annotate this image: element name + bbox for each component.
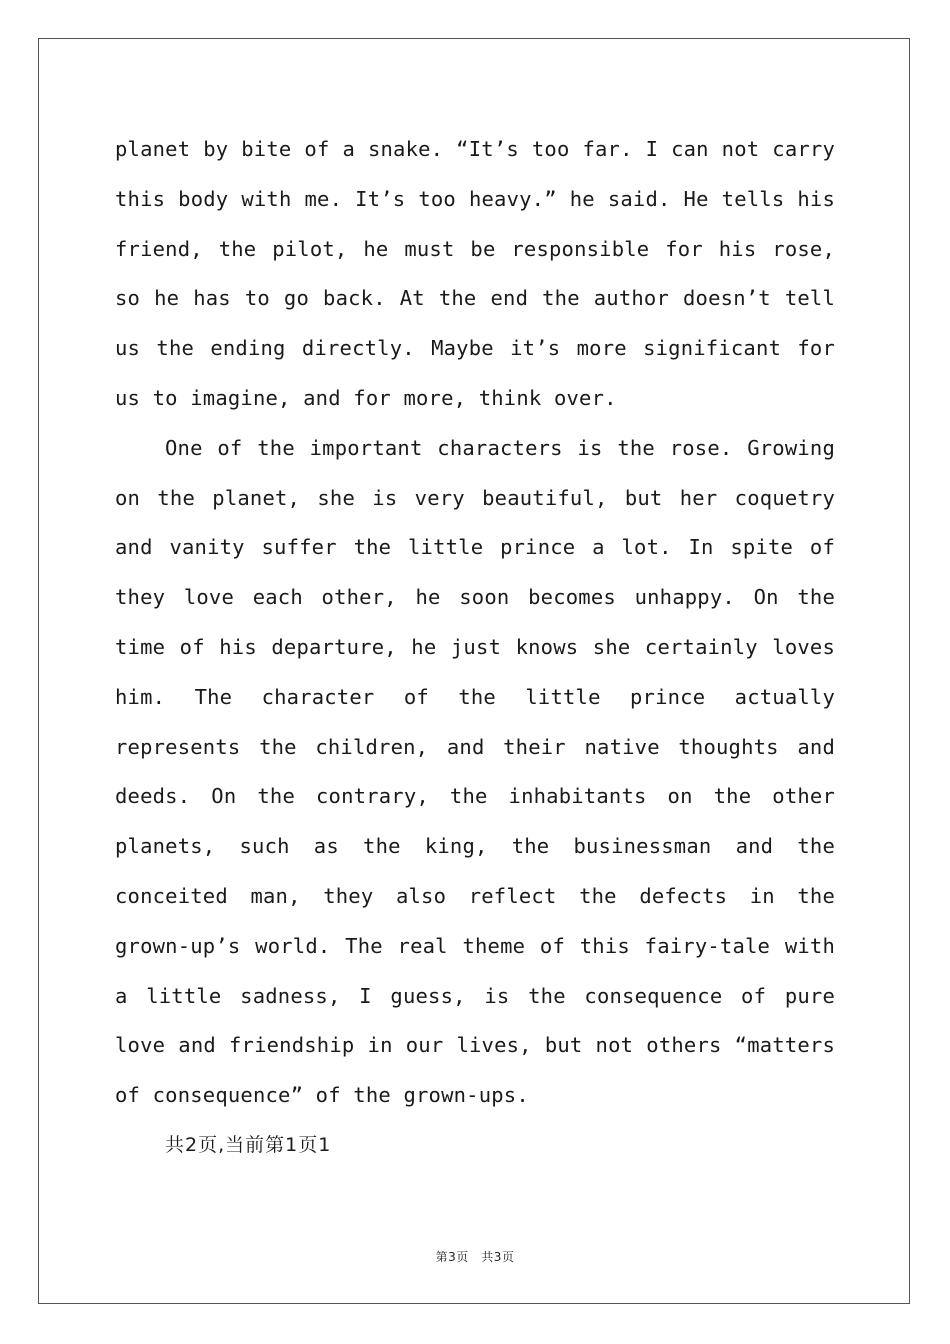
page-count-note: 共2页,当前第1页1 [165, 1133, 332, 1156]
paragraph-2: One of the important characters is the rose. Growing on the planet, she is very beautiful, but her coquetry and vanity suffer the little prince a lot. In spite of they love each other, he soon becomes unhappy. On the time of his departure, he just knows she certainly loves him. The character of the little prince actually represents the children, and their native thoughts and deeds. On the contrary, the inhabitants on the other planets, such as the king, the businessman and the conceited man, they also reflect the defects in the grown-up’s world. The real theme of this fairy-tale with a little sadness, I guess, is the consequence of pure love and friendship in our lives, but not others “matters of consequence” of the grown-ups. [115, 435, 835, 1108]
paragraph-1: planet by bite of a snake. “It’s too far. I can not carry this body with me. It’s too heavy.” he said. He tells his friend, the pilot, he must be responsible for his rose, so he has to go back. At the end the author doesn’t tell us the ending directly. Maybe it’s more significant for us to imagine, and for more, think over. [115, 137, 835, 410]
document-body [115, 125, 835, 1171]
page-footer: 第3页 共3页 [435, 1250, 515, 1264]
